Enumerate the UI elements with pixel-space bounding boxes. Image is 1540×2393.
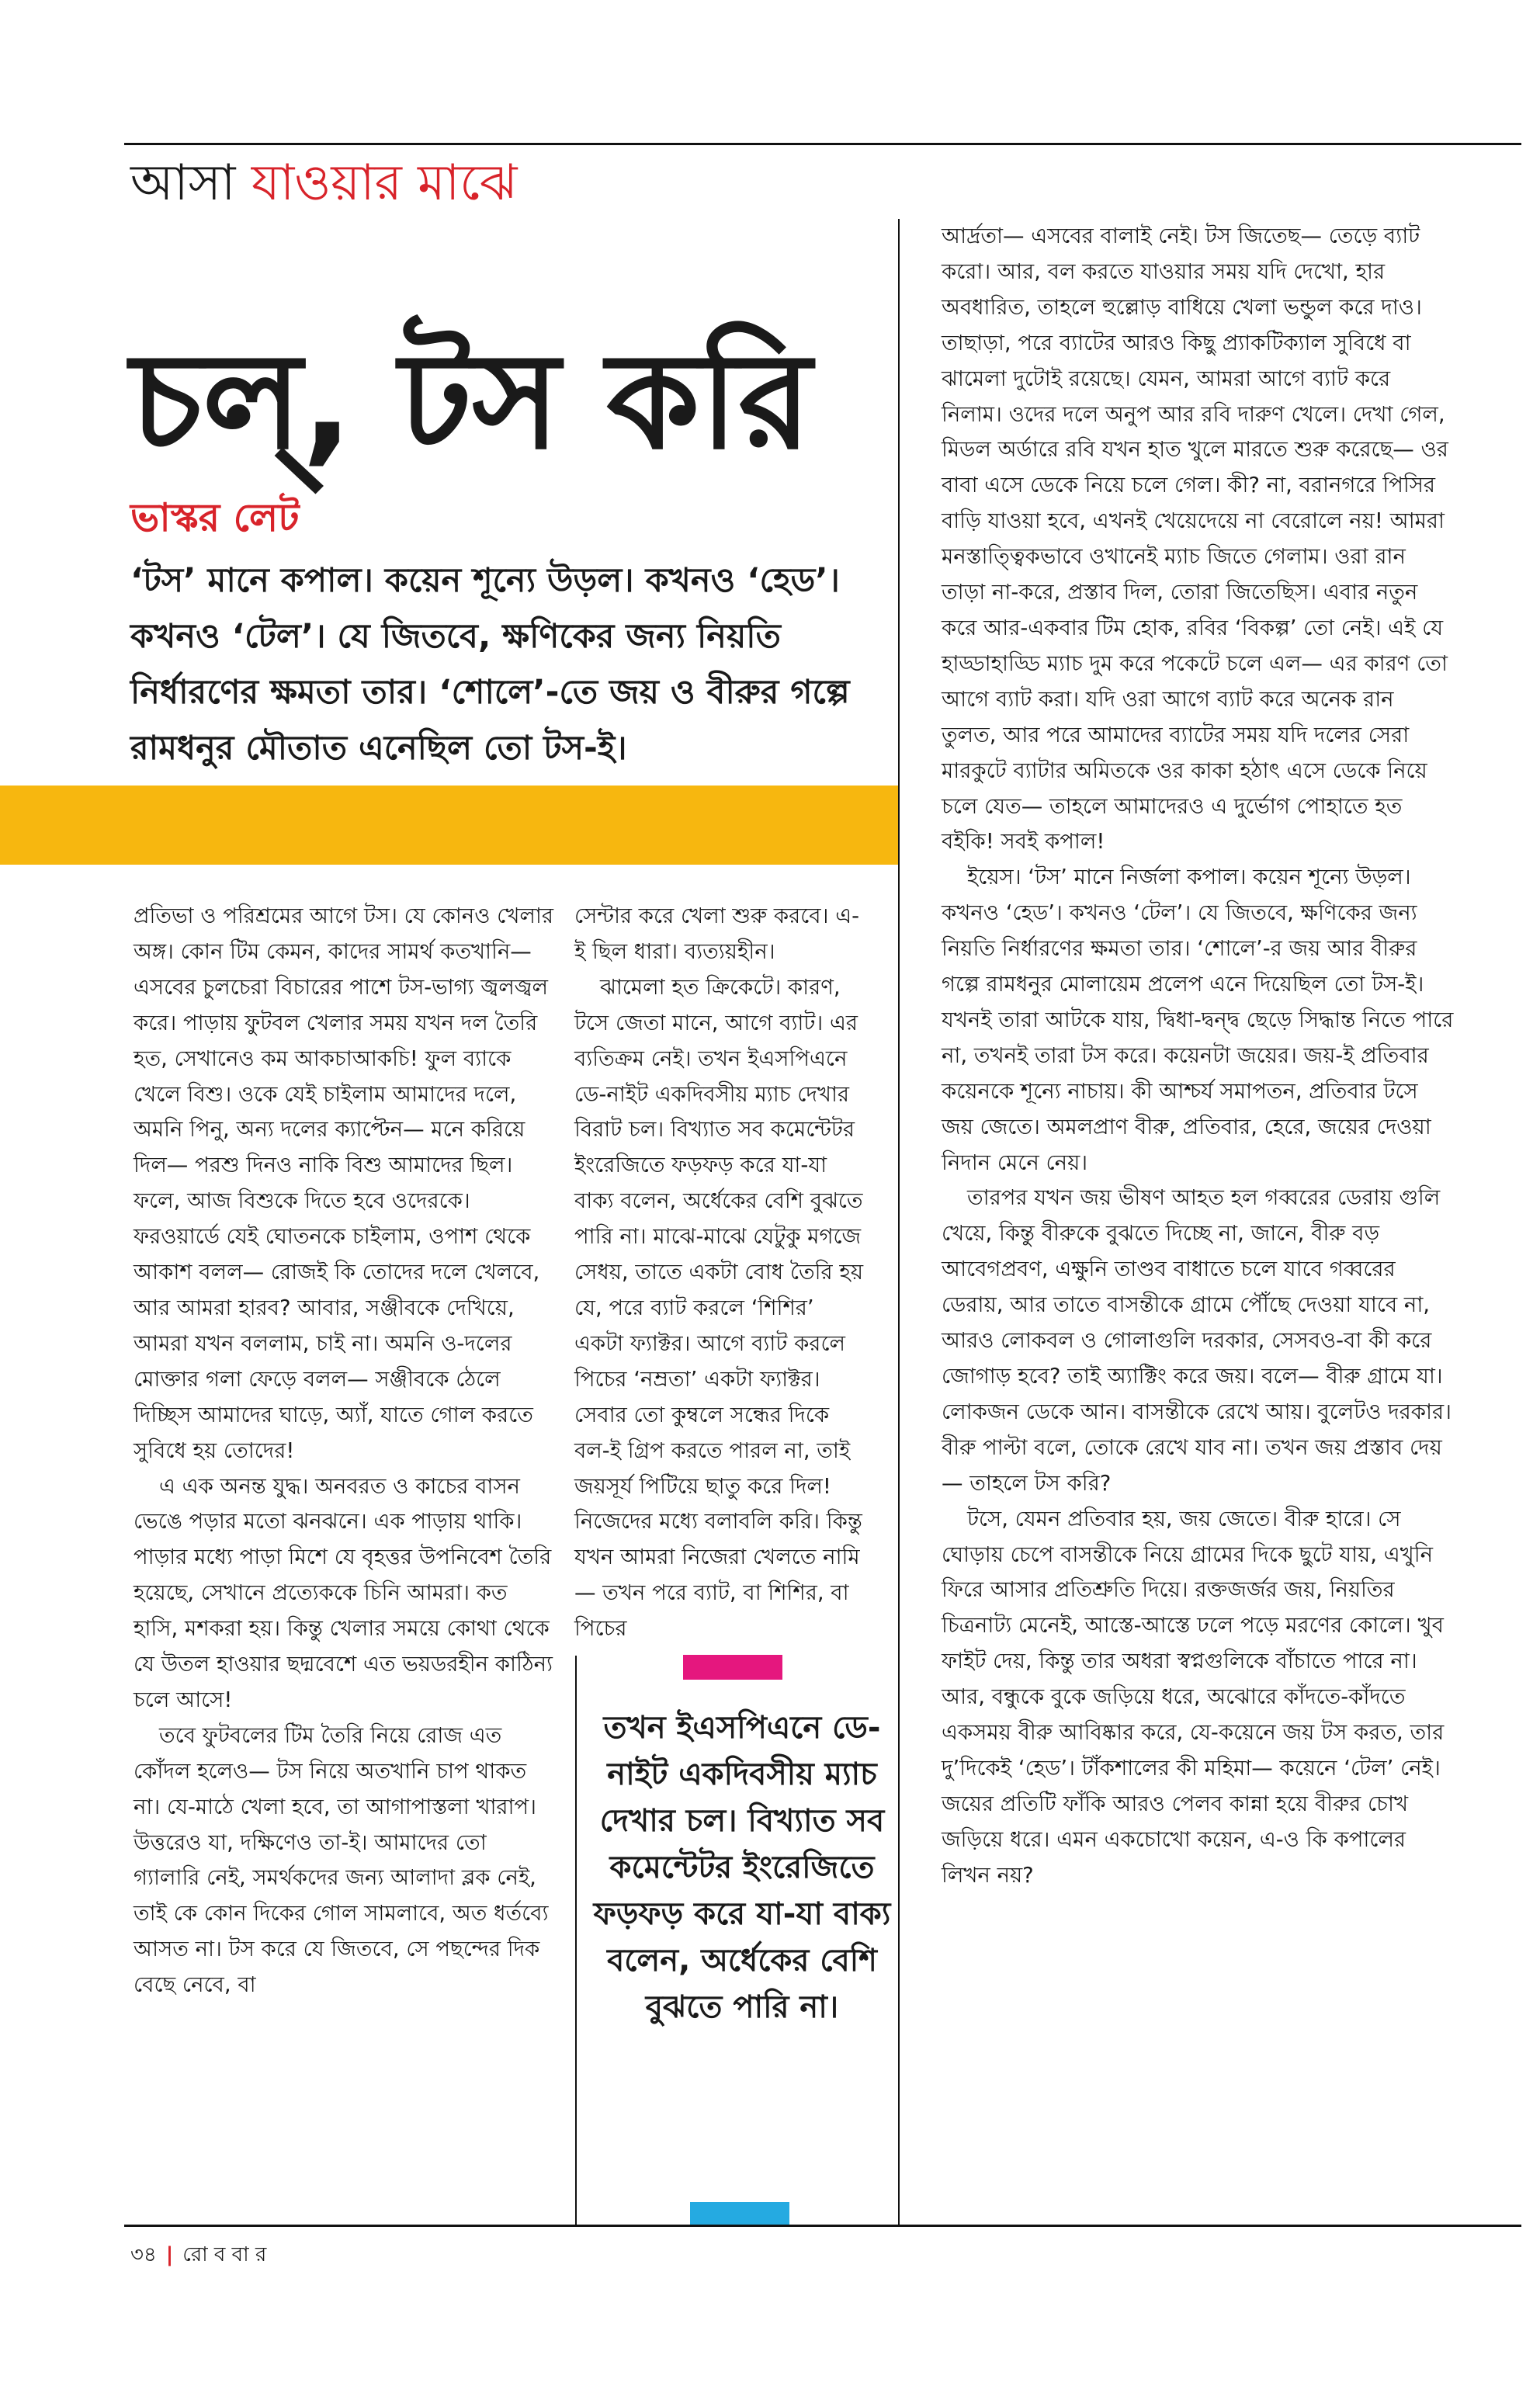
- byline: ভাস্কর লেট: [130, 495, 300, 540]
- page-number: ৩৪: [130, 2243, 157, 2266]
- page-footer: [130, 2239, 266, 2273]
- bottom-rule: [124, 2225, 1521, 2227]
- top-rule: [124, 143, 1521, 145]
- paragraph: প্রতিভা ও পরিশ্রমের আগে টস। যে কোনও খেলার অঙ্গ। কোন টিম কেমন, কাদের সামর্থ কতখানি— এসবের চুলচেরা বিচারের পাশে টস-ভাগ্য জ্বলজ্বল করে। পাড়ায় ফুটবল খেলার সময় যখন দল তৈরি হত, সেখানেও কম আকচাআকচি! ফুল ব্যাকে খেলে বিশু। ওকে যেই চাইলাম আমাদের দলে, অমনি পিনু, অন্য দলের ক্যাপ্টেন— মনে করিয়ে দিল— পরশু দিনও নাকি বিশু আমাদের ছিল। ফলে, আজ বিশুকে দিতে হবে ওদেরকে। ফরওয়ার্ডে যেই ঘোতনকে চাইলাম, ওপাশ থেকে আকাশ বলল— রোজই কি তোদের দলে খেলবে, আর আমরা হারব? আবার, সঞ্জীবকে দেখিয়ে, আমরা যখন বললাম, চাই না। অমনি ও-দলের মোক্তার গলা ফেড়ে বলল— সঞ্জীবকে ঠেলে দিচ্ছিস আমাদের ঘাড়ে, অ্যাঁ, যাতে গোল করতে সুবিধে হয় তোদের!: [134, 903, 553, 1463]
- body-column-3: [942, 219, 1454, 1894]
- paragraph: টসে, যেমন প্রতিবার হয়, জয় জেতে। বীরু হারে। সে ঘোড়ায় চেপে বাসন্তীকে নিয়ে গ্রামের দিকে ছুটে যায়, এখুনি ফিরে আসার প্রতিশ্রুতি দিয়ে। রক্তজর্জর জয়, নিয়তির চিত্রনাট্য মেনেই, আস্তে-আস্তে ঢলে পড়ে মরণের কোলে। খুব ফাইট দেয়, কিন্তু তার অধরা স্বপ্নগুলিকে বাঁচাতে পারে না। আর, বন্ধুকে বুকে জড়িয়ে ধরে, অঝোরে কাঁদতে-কাঁদতে একসময় বীরু আবিষ্কার করে, যে-কয়েনে জয় টস করত, তার দু’দিকেই ‘হেড’। টাঁকশালের কী মহিমা— কয়েনে ‘টেল’ নেই। জয়ের প্রতিটি ফাঁকি আরও পেলব কান্না হয়ে বীরুর চোখ জড়িয়ে ধরে। এমন একচোখো কয়েন, এ-ও কি কপালের লিখন নয়?: [942, 1506, 1445, 1888]
- body-column-1: [134, 899, 557, 2003]
- body-column-2: [574, 899, 865, 1647]
- footer-separator: |: [165, 2243, 174, 2266]
- headline: চল্‌, টস করি: [130, 323, 812, 479]
- pullquote-bottom-bar: [690, 2202, 789, 2227]
- yellow-band: [0, 786, 899, 865]
- paragraph: আর্দ্রতা— এসবের বালাই নেই। টস জিতেছ— তেড়ে ব্যাট করো। আর, বল করতে যাওয়ার সময় যদি দেখো, হার অবধারিত, তাহলে হুল্লোড় বাধিয়ে খেলা ভন্ডুল করে দাও। তাছাড়া, পরে ব্যাটের আরও কিছু প্র্যাকটিক্যাল সুবিধে বা ঝামেলা দুটোই রয়েছে। যেমন, আমরা আগে ব্যাট করে নিলাম। ওদের দলে অনুপ আর রবি দারুণ খেলে। দেখা গেল, মিডল অর্ডারে রবি যখন হাত খুলে মারতে শুরু করেছে— ওর বাবা এসে ডেকে নিয়ে চলে গেল। কী? না, বরানগরে পিসির বাড়ি যাওয়া হবে, এখনই খেয়েদেয়ে না বেরোলে নয়! আমরা মনস্তাত্ত্বিকভাবে ওখানেই ম্যাচ জিতে গেলাম। ওরা রান তাড়া না-করে, প্রস্তাব দিল, তোরা জিতেছিস। এবার নতুন করে আর-একবার টিম হোক, রবির ‘বিকল্প’ তো নেই। এই যে হাড্ডাহাড্ডি ম্যাচ দুম করে পকেটে চলে এল— এর কারণ তো আগে ব্যাট করা। যদি ওরা আগে ব্যাট করে অনেক রান তুলত, আর পরে আমাদের ব্যাটের সময় যদি দলের সেরা মারকুটে ব্যাটার অমিতকে ওর কাকা হঠাৎ এসে ডেকে নিয়ে চলে যেত— তাহলে আমাদেরও এ দুর্ভোগ পোহাতে হত বইকি! সবই কপাল!: [942, 224, 1448, 855]
- paragraph: সেন্টার করে খেলা শুরু করবে। এ-ই ছিল ধারা। ব্যত্যয়হীন।: [574, 903, 860, 964]
- paragraph: এ এক অনন্ত যুদ্ধ। অনবরত ও কাচের বাসন ভেঙে পড়ার মতো ঝনঝনে। এক পাড়ায় থাকি। পাড়ার মধ্যে পাড়া মিশে যে বৃহত্তর উপনিবেশ তৈরি হয়েছে, সেখানে প্রত্যেককে চিনি আমরা। কত হাসি, মশকরা হয়। কিন্তু খেলার সময়ে কোথা থেকে যে উতল হাওয়ার ছদ্মবেশে এত ভয়ডরহীন কাঠিন্য চলে আসে!: [134, 1473, 553, 1712]
- intro-standfirst: ‘টস’ মানে কপাল। কয়েন শূন্যে উড়ল। কখনও ‘হেড’। কখনও ‘টেল’। যে জিতবে, ক্ষণিকের জন্য নিয়তি নির্ধারণের ক্ষমতা তার। ‘শোলে’-তে জয় ও বীরুর গল্পে রামধনুর মৌতাত এনেছিল তো টস-ই।: [130, 561, 850, 768]
- pullquote-divider: [575, 1656, 577, 2225]
- pull-quote: তখন ইএসপিএনে ডে-নাইট একদিবসীয় ম্যাচ দেখার চল। বিখ্যাত সব কমেন্টেটর ইংরেজিতে ফড়ফড় করে যা-যা বাক্য বলেন, অর্ধেকের বেশি বুঝতে পারি না।: [593, 1710, 891, 2025]
- column-divider: [898, 219, 900, 2225]
- section-label: [130, 154, 517, 213]
- paragraph: ঝামেলা হত ক্রিকেটে। কারণ, টসে জেতা মানে, আগে ব্যাট। এর ব্যতিক্রম নেই। তখন ইএসপিএনে ডে-নাইট একদিবসীয় ম্যাচ দেখার বিরাট চল। বিখ্যাত সব কমেন্টেটর ইংরেজিতে ফড়ফড় করে যা-যা বাক্য বলেন, অর্ধেকের বেশি বুঝতে পারি না। মাঝে-মাঝে যেটুকু মগজে সেধয়, তাতে একটা বোধ তৈরি হয় যে, পরে ব্যাট করলে ‘শিশির’ একটা ফ্যাক্টর। আগে ব্যাট করলে পিচের ‘নম্রতা’ একটা ফ্যাক্টর। সেবার তো কুম্বলে সন্ধের দিকে বল-ই গ্রিপ করতে পারল না, তাই জয়সূর্য পিটিয়ে ছাতু করে দিল! নিজেদের মধ্যে বলাবলি করি। কিন্তু যখন আমরা নিজেরা খেলতে নামি— তখন পরে ব্যাট, বা শিশির, বা পিচের: [574, 974, 864, 1642]
- pullquote-top-bar: [683, 1655, 782, 1680]
- paragraph: ইয়েস। ‘টস’ মানে নির্জলা কপাল। কয়েন শূন্যে উড়ল। কখনও ‘হেড’। কখনও ‘টেল’। যে জিতবে, ক্ষণিকের জন্য নিয়তি নির্ধারণের ক্ষমতা তার। ‘শোলে’-র জয় আর বীরুর গল্পে রামধনুর মোলায়েম প্রলেপ এনে দিয়েছিল তো টস-ই। যখনই তারা আটকে যায়, দ্বিধা-দ্বন্দ্ব ছেড়ে সিদ্ধান্ত নিতে পারে না, তখনই তারা টস করে। কয়েনটা জয়ের। জয়-ই প্রতিবার কয়েনকে শূন্যে নাচায়। কী আশ্চর্য সমাপতন, প্রতিবার টসে জয় জেতে। অমলপ্রাণ বীরু, প্রতিবার, হেরে, জয়ের দেওয়া নিদান মেনে নেয়।: [942, 865, 1454, 1175]
- section-label-part1: আসা: [130, 154, 251, 212]
- paragraph: তবে ফুটবলের টিম তৈরি নিয়ে রোজ এত কোঁদল হলেও— টস নিয়ে অতখানি চাপ থাকত না। যে-মাঠে খেলা হবে, তা আগাপাস্তলা খারাপ। উত্তরেও যা, দক্ষিণেও তা-ই। আমাদের তো গ্যালারি নেই, সমর্থকদের জন্য আলাদা ব্লক নেই, তাই কে কোন দিকের গোল সামলাবে, অত ধর্তব্যে আসত না। টস করে যে জিতবে, সে পছন্দের দিক বেছে নেবে, বা: [134, 1722, 549, 1998]
- paragraph: তারপর যখন জয় ভীষণ আহত হল গব্বরের ডেরায় গুলি খেয়ে, কিন্তু বীরুকে বুঝতে দিচ্ছে না, জানে, বীরু বড় আবেগপ্রবণ, এক্ষুনি তাণ্ডব বাধাতে চলে যাবে গব্বরের ডেরায়, আর তাতে বাসন্তীকে গ্রামে পৌঁছে দেওয়া যাবে না, আরও লোকবল ও গোলাগুলি দরকার, সেসবও-বা কী করে জোগাড় হবে? তাই অ্যাক্টিং করে জয়। বলে— বীরু গ্রামে যা। লোকজন ডেকে আন। বাসন্তীকে রেখে আয়। বুলেটও দরকার। বীরু পাল্টা বলে, তোকে রেখে যাব না। তখন জয় প্রস্তাব দেয়— তাহলে টস করি?: [942, 1185, 1452, 1496]
- magazine-name: রো ব বা র: [182, 2243, 267, 2266]
- section-label-part2: যাওয়ার মাঝে: [251, 154, 518, 212]
